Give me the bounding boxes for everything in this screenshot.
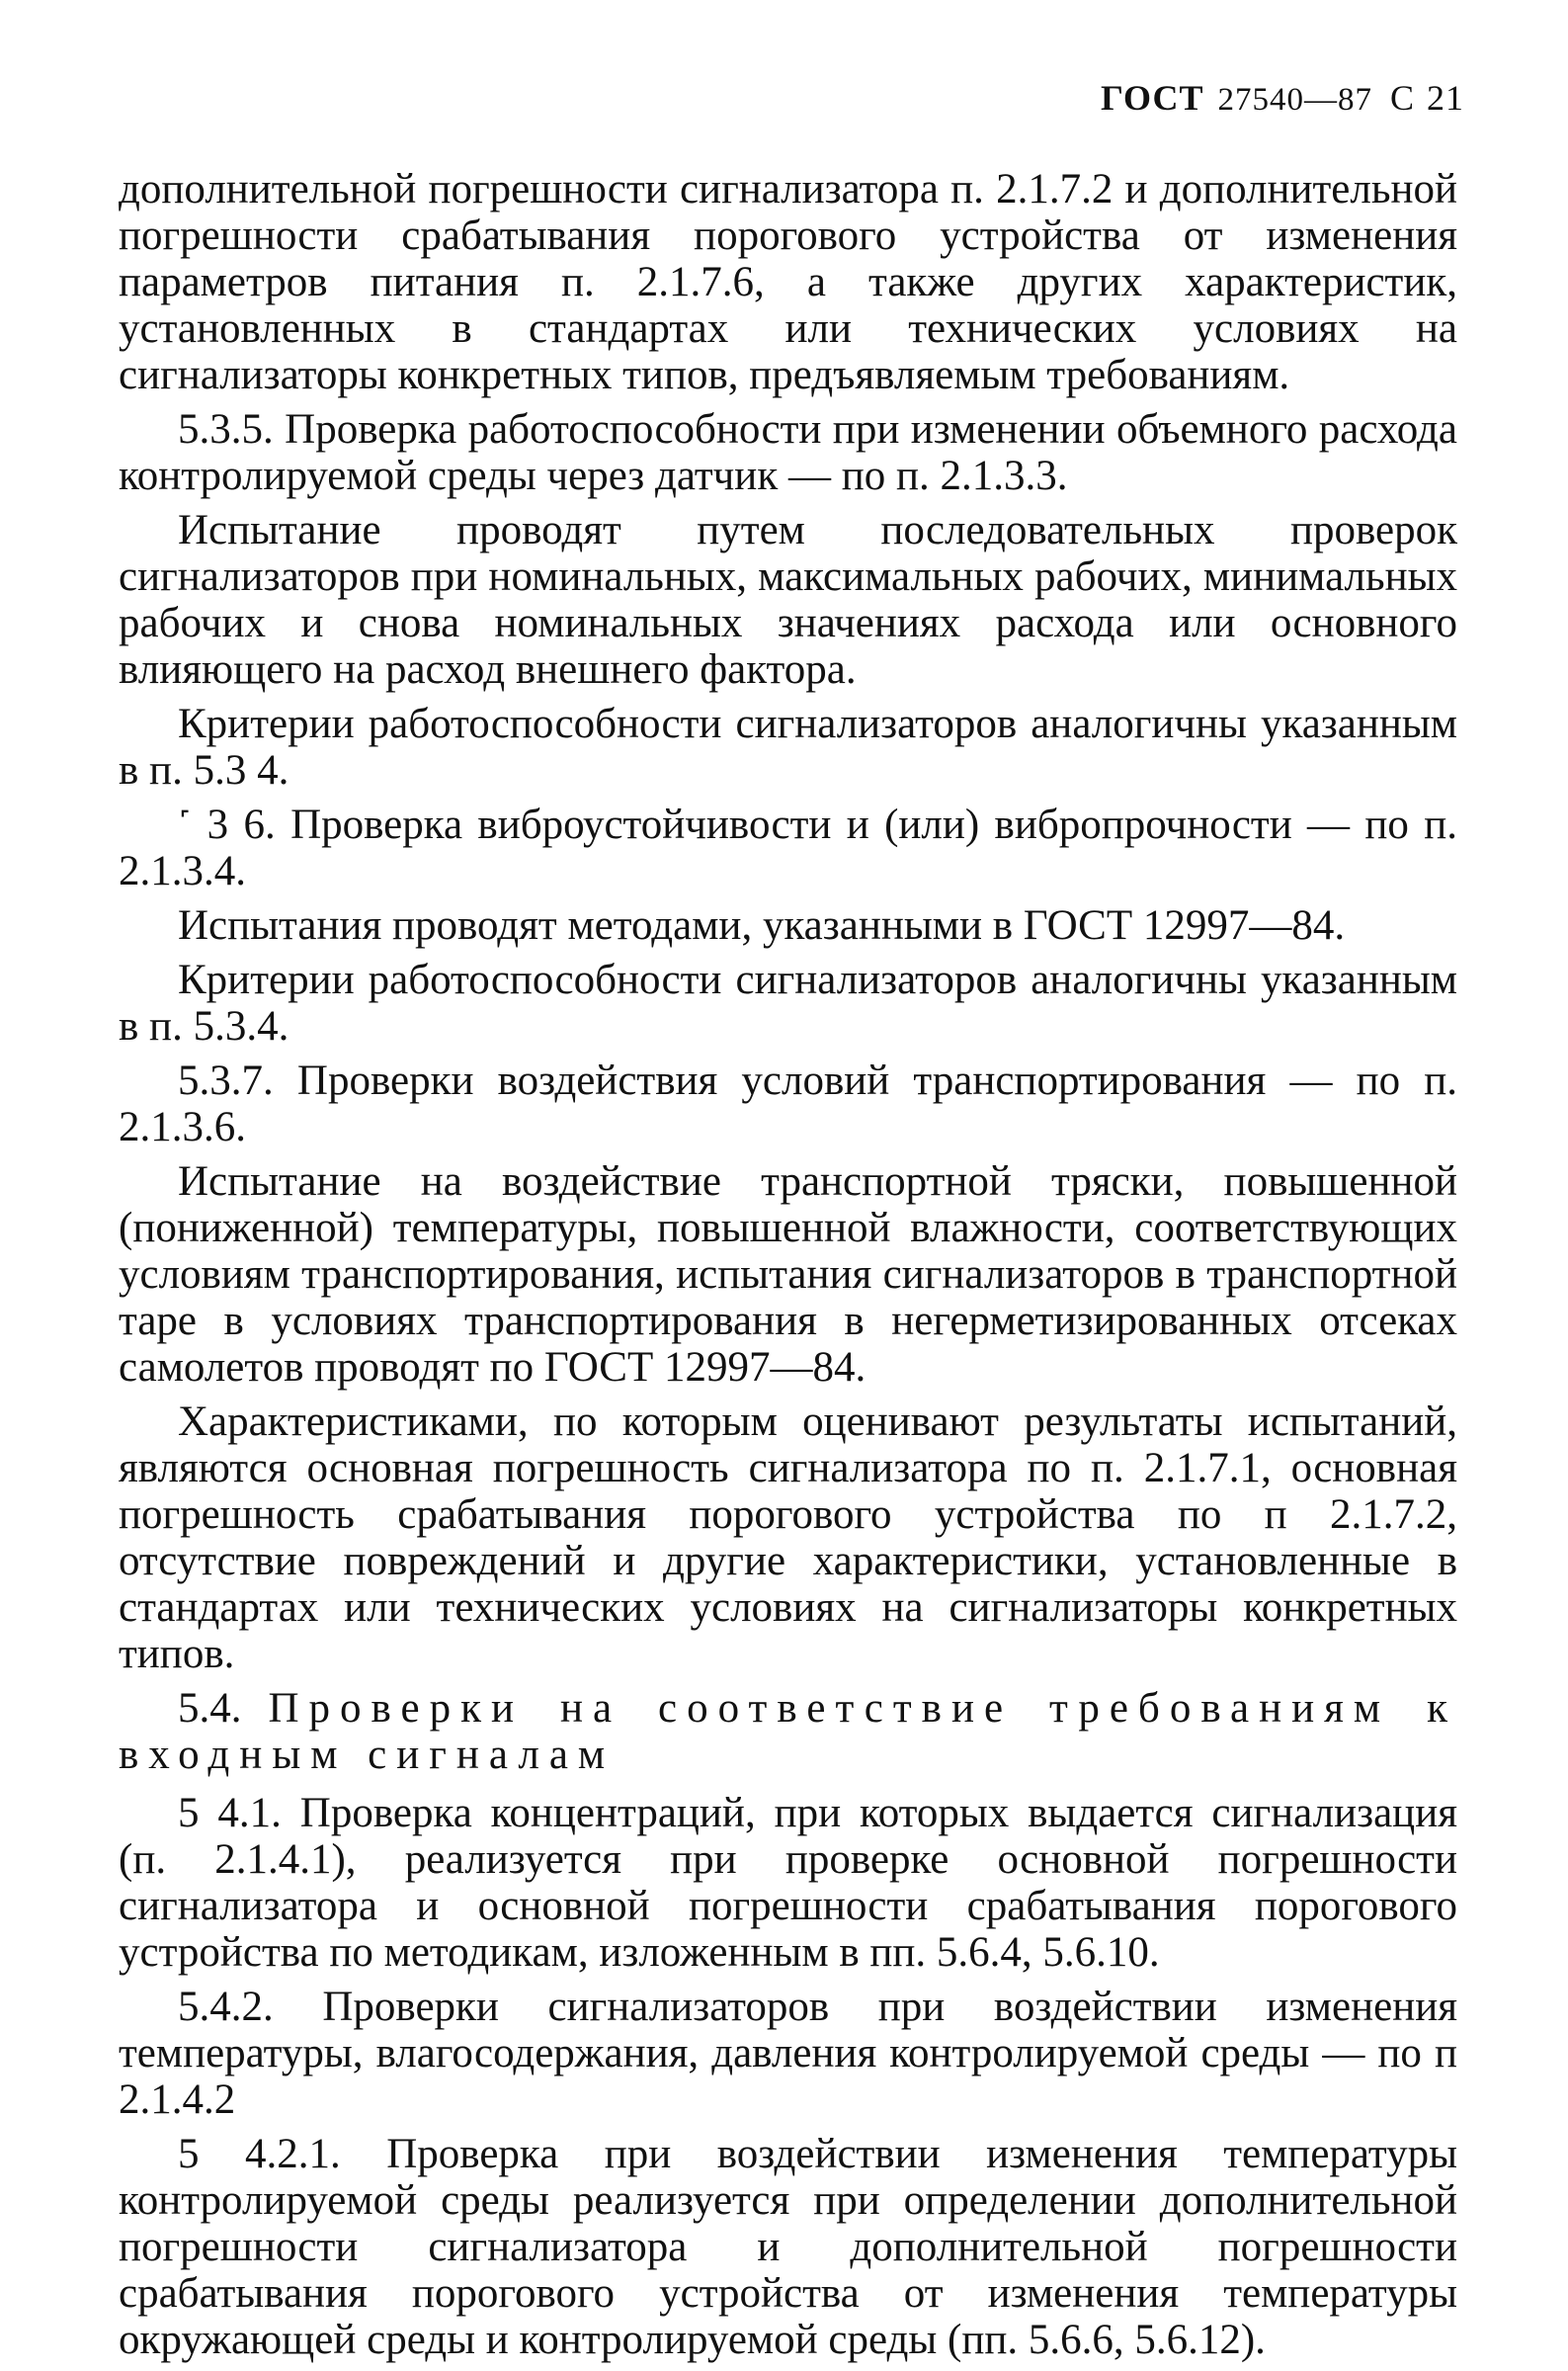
paragraph-criteria: Критерии работоспособности сигнализаторов аналогичны указанным в п. 5.3 4. (119, 701, 1457, 794)
paragraph-5-4-2-1: 5 4.2.1. Проверка при воздействии изменения температуры контролируемой среды реализуется при определении дополнительной погрешности сигнализатора и дополнительной погрешности срабатывания порогового устройства от изменения температуры окружающей среды и контролируемой среды (пп. 5.6.6, 5.6.12). (119, 2131, 1457, 2363)
paragraph-5-3-6: ˹ 3 6. Проверка виброустойчивости и (или) вибропрочности — по п. 2.1.3.4. (119, 802, 1457, 894)
body-text (119, 166, 1457, 2371)
standard-number: 27540—87 (1217, 82, 1372, 118)
page-prefix: С (1389, 78, 1415, 118)
paragraph-5-4-2: 5.4.2. Проверки сигнализаторов при воздействии изменения температуры, влагосодержания, давления контролируемой среды — по п 2.1.4.2 (119, 1984, 1457, 2123)
paragraph-test-method: Испытание проводят путем последовательных проверок сигнализаторов при номинальных, максимальных рабочих, минимальных рабочих и снова номинальных значениях расхода или основного влияющего на расход внешнего фактора. (119, 507, 1457, 693)
paragraph-5-4-1: 5 4.1. Проверка концентраций, при которых выдается сигнализация (п. 2.1.4.1), реализуется при проверке основной погрешности сигнализатора и основной погрешности срабатывания порогового устройства по методикам, изложенным в пп. 5.6.4, 5.6.10. (119, 1790, 1457, 1976)
page-number: 21 (1427, 78, 1464, 118)
paragraph-characteristics: Характеристиками, по которым оценивают результаты испытаний, являются основная погрешность сигнализатора по п. 2.1.7.1, основная погрешность срабатывания порогового устройства по п 2.1.7.2, отсутствие повреждений и другие характеристики, установленные в стандартах или технических условиях на сигнализаторы конкретных типов. (119, 1398, 1457, 1677)
standard-title: ГОСТ (1101, 78, 1204, 118)
paragraph-continuation: дополнительной погрешности сигнализатора п. 2.1.7.2 и дополнительной погрешности срабатывания порогового устройства от изменения параметров питания п. 2.1.7.6, а также других характеристик, установленных в стандартах или технических условиях на сигнализаторы конкретных типов, предъявляемым требованиям. (119, 166, 1457, 398)
paragraph-criteria-2: Критерии работоспособности сигнализаторов аналогичны указанным в п. 5.3.4. (119, 957, 1457, 1050)
paragraph-transport-test: Испытание на воздействие транспортной тряски, повышенной (пониженной) температуры, повышенной влажности, соответствующих условиям транспортирования, испытания сигнализаторов в транспортной таре в условиях транспортирования в негерметизированных отсеках самолетов проводят по ГОСТ 12997—84. (119, 1158, 1457, 1391)
paragraph-5-3-5: 5.3.5. Проверка работоспособности при изменении объемного расхода контролируемой среды через датчик — по п. 2.1.3.3. (119, 406, 1457, 499)
section-number: 5.4. (178, 1685, 242, 1732)
section-heading-5-4 (119, 1685, 1457, 1778)
running-header (1101, 77, 1464, 119)
section-title: Проверки на соответствие требованиям к входным сигналам (119, 1685, 1457, 1778)
paragraph-test-methods-ref: Испытания проводят методами, указанными в ГОСТ 12997—84. (178, 902, 1346, 949)
paragraph-5-3-7: 5.3.7. Проверки воздействия условий транспортирования — по п. 2.1.3.6. (119, 1058, 1457, 1150)
